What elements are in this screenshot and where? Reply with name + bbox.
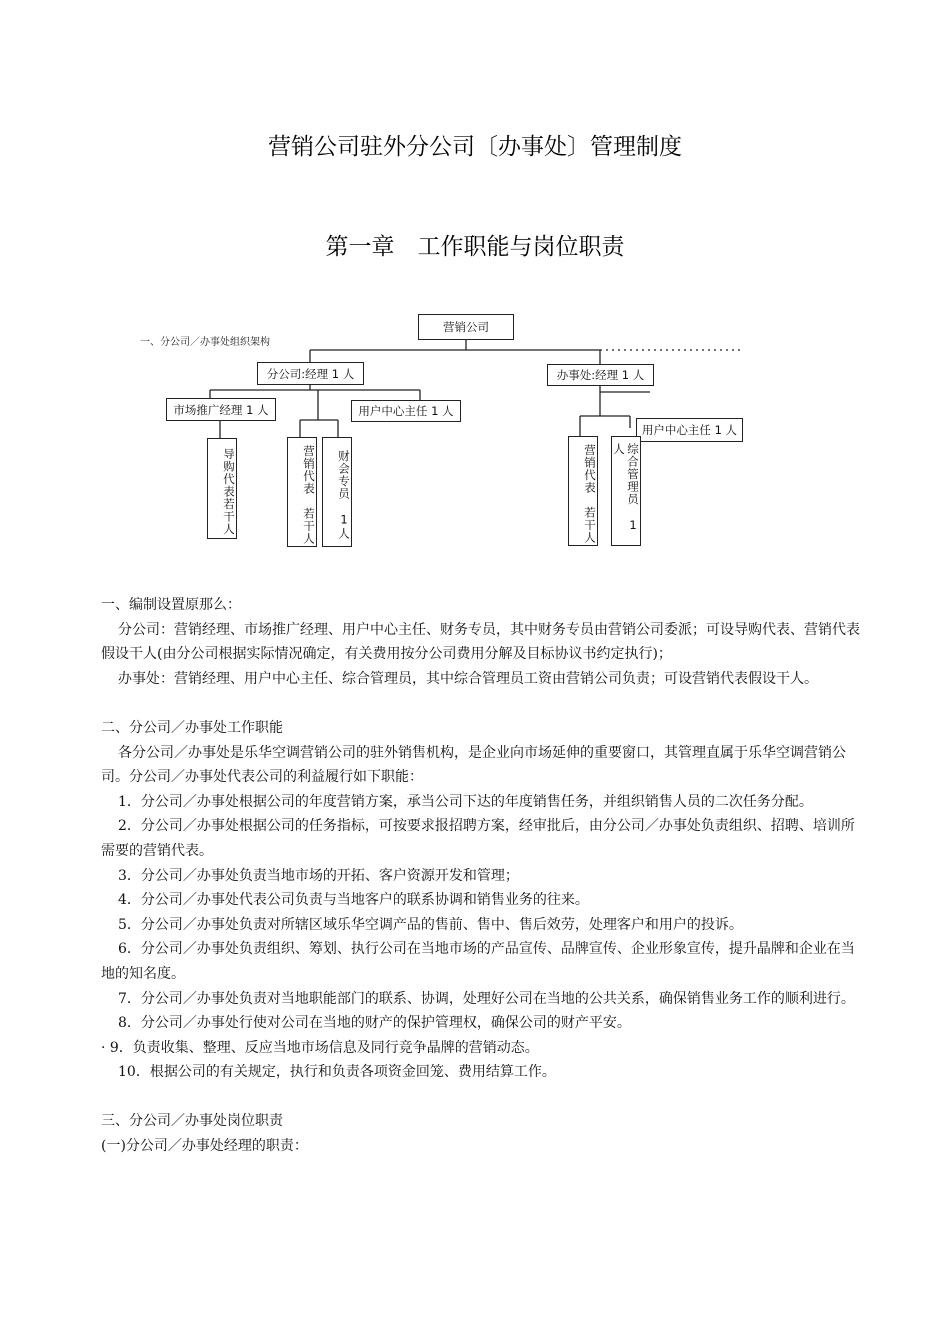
section-heading: 二、分公司／办事处工作职能 bbox=[101, 719, 283, 736]
org-node-shopping-guide: 导购代表若干人 bbox=[207, 438, 237, 539]
list-item: 3．分公司／办事处负责当地市场的开拓、客户资源开发和管理； bbox=[118, 867, 519, 884]
list-item: 5．分公司／办事处负责对所辖区域乐华空调产品的售前、售中、售后效劳，处理客户和用户的投诉。 bbox=[118, 916, 743, 933]
list-item: 8．分公司／办事处行使对公司在当地的财产的保护管理权，确保公司的财产平安。 bbox=[118, 1015, 631, 1032]
list-item: · 9．负责收集、整理、反应当地市场信息及同行竞争晶牌的营销动态。 bbox=[101, 1039, 539, 1056]
chapter-title: 第一章 工作职能与岗位职责 bbox=[325, 234, 625, 260]
org-node-market-manager: 市场推广经理 1 人 bbox=[166, 398, 276, 421]
org-node-branch: 分公司:经理 1 人 bbox=[257, 362, 364, 385]
list-item: 2．分公司／办事处根据公司的任务指标，可按要求报招聘方案，经审批后，由分公司／办事处负责组织、招聘、培训所需要的营销代表。 bbox=[101, 818, 855, 859]
section-heading: 三、分公司／办事处岗位职责 bbox=[101, 1113, 283, 1130]
document-title: 营销公司驻外分公司〔办事处〕管理制度 bbox=[268, 134, 682, 160]
org-node-root: 营销公司 bbox=[418, 314, 514, 340]
org-node-branch-sales: 营销代表 若干人 bbox=[287, 437, 317, 547]
org-node-branch-user-center: 用户中心主任 1 人 bbox=[351, 400, 461, 422]
paragraph: 分公司：营销经理、市场推广经理、用户中心主任、财务专员，其中财务专员由营销公司委派；可设导购代表、营销代表假设干人(由分公司根据实际情况确定，有关费用按分公司费用分解及目标协议书约定执行)； bbox=[101, 621, 860, 663]
list-item: 4．分公司／办事处代表公司负责与当地客户的联系协调和销售业务的往来。 bbox=[118, 892, 589, 909]
paragraph: 各分公司／办事处是乐华空调营销公司的驻外销售机构，是企业向市场延伸的重要窗口，其管理直属于乐华空调营销公司。分公司／办事处代表公司的利益履行如下职能： bbox=[101, 744, 846, 786]
org-node-office: 办事处:经理 1 人 bbox=[547, 364, 654, 386]
org-node-admin: 综合管理员 1人 bbox=[611, 436, 641, 546]
org-chart-connectors bbox=[0, 0, 950, 600]
org-chart-caption: 一、分公司／办事处组织架构 bbox=[140, 337, 270, 348]
list-item: 7．分公司／办事处负责对当地职能部门的联系、协调，处理好公司在当地的公共关系，确保销售业务工作的顺利进行。 bbox=[118, 990, 855, 1007]
org-node-office-sales: 营销代表 若干人 bbox=[568, 436, 598, 546]
list-item: 1．分公司／办事处根据公司的年度营销方案，承当公司下达的年度销售任务，并组织销售人员的二次任务分配。 bbox=[118, 793, 813, 810]
org-node-finance: 财会专员 1人 bbox=[322, 437, 352, 547]
paragraph: 办事处：营销经理、用户中心主任、综合管理员，其中综合管理员工资由营销公司负责；可设营销代表假设干人。 bbox=[118, 670, 818, 687]
list-item: 10．根据公司的有关规定，执行和负责各项资金回笼、费用结算工作。 bbox=[118, 1064, 556, 1081]
org-node-office-user-center: 用户中心主任 1 人 bbox=[636, 418, 743, 442]
section-heading: 一、编制设置原那么： bbox=[101, 597, 241, 613]
document-body bbox=[101, 593, 861, 1159]
list-item: 6．分公司／办事处负责组织、筹划、执行公司在当地市场的产品宣传、品牌宣传、企业形象宣传，提升晶牌和企业在当地的知名度。 bbox=[101, 941, 855, 982]
subsection-heading: (一)分公司／办事处经理的职责： bbox=[101, 1138, 308, 1155]
